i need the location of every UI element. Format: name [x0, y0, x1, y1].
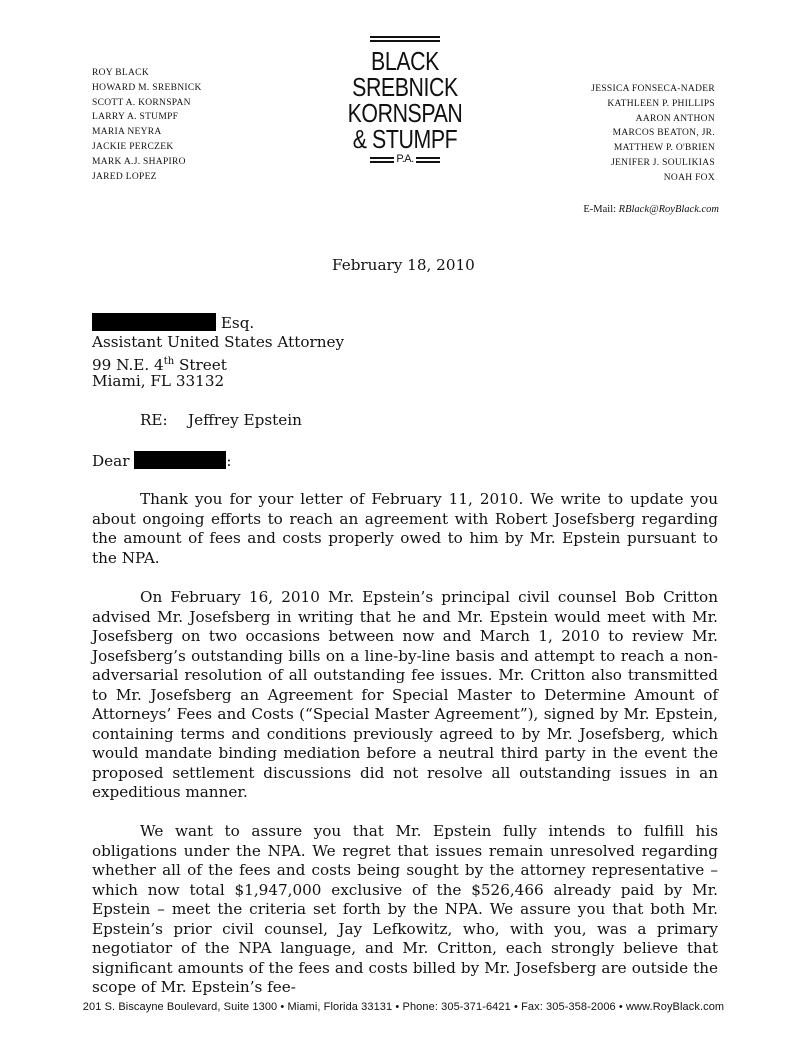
right-associate-list — [591, 82, 715, 186]
associate-name: JESSICA FONSECA-NADER — [591, 84, 715, 94]
partner-name: HOWARD M. SREBNICK — [92, 82, 202, 93]
partner-name: SCOTT A. KORNSPAN — [92, 97, 191, 108]
salutation — [92, 451, 231, 472]
address-line-2: Miami, FL 33132 — [92, 372, 225, 390]
email-line — [583, 204, 719, 215]
partner-name: ROY BLACK — [92, 68, 149, 78]
logo-rule — [416, 157, 440, 159]
paragraph-3: We want to assure you that Mr. Epstein fully intends to fulfill his obligations under the NPA. We regret that issues remain unresolved regarding whether all of the fees and costs being sought by the attorney representative – which now total $1,947,000 exclusive of the $526,466 already paid by Mr. Epstein – meet the criteria set forth by the NPA. We assure you that both Mr. Epstein’s prior civil counsel, Jay Lefkowitz, who, with you, was a primary negotiator of the NPA language, and Mr. Critton, each strongly believe that significant amounts of the fees and costs billed by Mr. Josefsberg are outside the scope of Mr. Epstein’s fee- — [92, 822, 718, 996]
ordinal-suffix: th — [163, 356, 175, 367]
associate-name: AARON ANTHON — [635, 113, 715, 124]
logo-rule — [416, 161, 440, 163]
salutation-end: : — [226, 452, 232, 470]
logo-word: BLACK — [371, 46, 439, 76]
associate-name: NOAH FOX — [663, 172, 715, 183]
address-line-1-text: 99 N.E. 4 — [92, 356, 164, 375]
email-address: RBlack@RoyBlack.com — [618, 204, 719, 215]
logo-rule — [370, 40, 440, 42]
address-line-1-street: Street — [174, 356, 227, 375]
email-label: E-Mail: — [583, 204, 617, 215]
re-subject: Jeffrey Epstein — [188, 411, 302, 429]
redacted-name — [92, 313, 216, 331]
partner-name: JARED LOPEZ — [92, 171, 157, 182]
re-label: RE: — [140, 411, 168, 429]
partner-name: JACKIE PERCZEK — [92, 141, 174, 152]
letter-date: February 18, 2010 — [332, 256, 475, 274]
partner-name: MARIA NEYRA — [92, 127, 162, 138]
associate-name: JENIFER J. SOULIKIAS — [611, 157, 715, 168]
associate-name: MARCOS BEATON, JR. — [612, 128, 715, 139]
recipient-suffix: Esq. — [220, 314, 255, 332]
partner-name: MARK A.J. SHAPIRO — [92, 156, 186, 167]
paragraph-2: On February 16, 2010 Mr. Epstein’s principal civil counsel Bob Critton advised Mr. Josefsberg in writing that he and Mr. Epstein would meet with Mr. Josefsberg on two occasions between now and March 1, 2010 to review Mr. Josefsberg’s outstanding bills on a line-by-line basis and attempt to reach a non-adversarial resolution of all outstanding fee issues. Mr. Critton also transmitted to Mr. Josefsberg an Agreement for Special Master to Determine Amount of Attorneys’ Fees and Costs (“Special Master Agreement”), signed by Mr. Epstein, containing terms and conditions previously agreed to by Mr. Josefsberg, which would mandate binding mediation before a neutral third party in the event the proposed settlement discussions did not resolve all outstanding issues in an expeditious manner. — [92, 588, 718, 801]
associate-name: MATTHEW P. O'BRIEN — [613, 143, 715, 154]
left-partner-list — [92, 66, 202, 184]
salutation-text: Dear — [92, 452, 130, 470]
logo-suffix: P.A. — [396, 153, 414, 165]
logo-word: & STUMPF — [352, 124, 458, 154]
recipient-name-line — [92, 313, 254, 334]
footer-address: 201 S. Biscayne Boulevard, Suite 1300 • Miami, Florida 33131 • Phone: 305-371-6421 • Fax: 305-358-2006 • www.RoyBlack.com — [82, 1001, 725, 1013]
associate-name: KATHLEEN P. PHILLIPS — [607, 98, 715, 109]
recipient-title: Assistant United States Attorney — [92, 333, 345, 351]
logo-word: KORNSPAN — [347, 98, 463, 128]
redacted-name — [134, 451, 226, 469]
paragraph-1: Thank you for your letter of February 11, 2010. We write to update you about ongoing efforts to reach an agreement with Robert Josefsberg regarding the amount of fees and costs properly owed to him by Mr. Epstein pursuant to the NPA. — [92, 490, 718, 567]
logo-word: SREBNICK — [352, 72, 458, 102]
partner-name: LARRY A. STUMPF — [92, 112, 179, 123]
logo-rule — [370, 36, 440, 38]
